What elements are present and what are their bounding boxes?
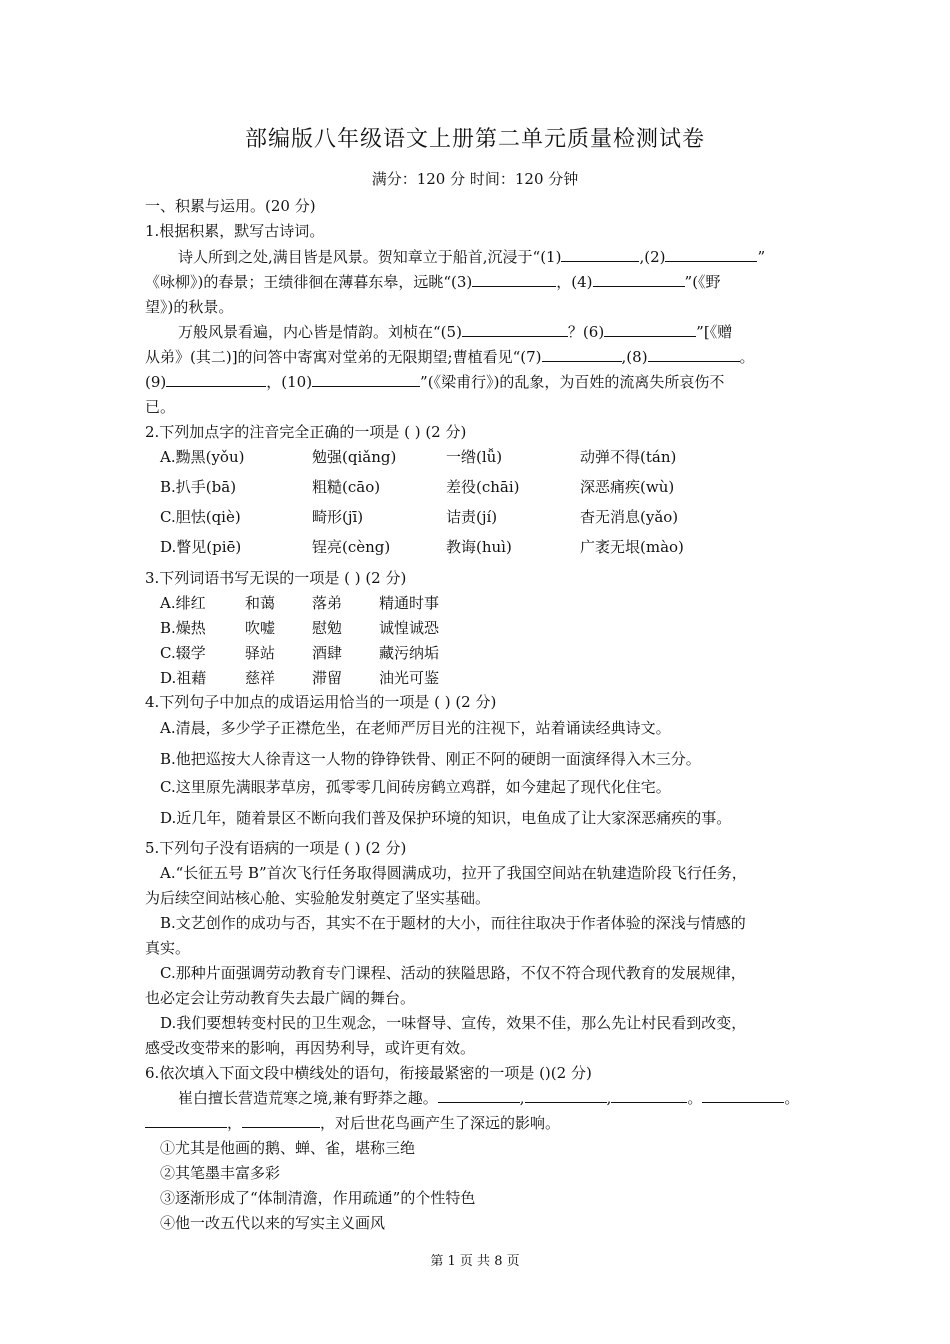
q4-stem: 4.下列句子中加点的成语运用恰当的一项是 ( ) (2 分)	[145, 693, 497, 711]
q6-blank-6[interactable]	[242, 1113, 320, 1128]
q2-c-1: C.胆怯(qiè)	[160, 508, 241, 526]
q2-a-4: 动弹不得(tán)	[580, 448, 677, 466]
q3-a-4: 精通时事	[379, 594, 440, 612]
q2-d-4: 广袤无垠(mào)	[580, 538, 684, 556]
q6-stem: 6.依次填入下面文段中横线处的语句，衔接最紧密的一项是 ()(2 分)	[145, 1064, 592, 1082]
q2-b-3: 差役(chāi)	[446, 478, 520, 496]
q3-b-3: 慰勉	[312, 619, 343, 637]
score-time-line: 满分：120 分 时间：120 分钟	[371, 170, 579, 188]
q2-b-1: B.扒手(bā)	[160, 478, 237, 496]
q5-option-d-line2: 感受改变带来的影响，再因势利导，或许更有效。	[145, 1039, 476, 1057]
blank-4[interactable]	[593, 272, 685, 287]
q2-d-3: 教诲(huì)	[446, 538, 512, 556]
q6-blank-2[interactable]	[525, 1088, 607, 1103]
q2-b-2: 粗糙(cāo)	[312, 478, 381, 496]
q1-stem: 1.根据积累，默写古诗词。	[145, 222, 325, 240]
q1-line-5: 从弟》(其二)]的问答中寄寓对堂弟的无限期望;曹植看见“(7) ,(8) 。	[145, 348, 755, 366]
q6-blank-4[interactable]	[702, 1088, 784, 1103]
q2-c-2: 畸形(jī)	[312, 508, 364, 526]
section-heading: 一、积累与运用。(20 分)	[145, 197, 316, 215]
q2-c-3: 诘责(jí)	[446, 508, 498, 526]
q1-line-1: 诗人所到之处,满目皆是风景。贺知章立于船首,沉浸于“(1) ,(2) ”	[178, 248, 766, 266]
blank-8[interactable]	[648, 347, 740, 362]
q6-passage-line2: ， ，对后世花鸟画产生了深远的影响。	[145, 1113, 560, 1133]
q2-b-4: 深恶痛疾(wù)	[580, 478, 675, 496]
q1-line-7: 已。	[145, 398, 176, 416]
q4-option-d: D.近几年，随着景区不断向我们普及保护环境的知识，电鱼成了让大家深恶痛疾的事。	[160, 809, 732, 827]
q1-line-6: (9) ，(10) ”(《梁甫行》)的乱象，为百姓的流离失所哀伤不	[145, 373, 725, 391]
q3-a-2: 和蔼	[245, 594, 276, 612]
q4-option-b: B.他把巡按大人徐青这一人物的铮铮铁骨、刚正不阿的硬朗一面演绎得入木三分。	[160, 750, 701, 768]
page-title: 部编版八年级语文上册第二单元质量检测试卷	[244, 127, 705, 152]
q6-blank-3[interactable]	[611, 1088, 687, 1103]
q2-stem: 2.下列加点字的注音完全正确的一项是 ( ) (2 分)	[145, 423, 467, 441]
q5-option-a-line2: 为后续空间站核心舱、实验舱发射奠定了坚实基础。	[145, 889, 491, 907]
q5-stem: 5.下列句子没有语病的一项是 ( ) (2 分)	[145, 839, 407, 857]
q3-b-1: B.燥热	[160, 619, 206, 637]
blank-7[interactable]	[542, 347, 622, 362]
q1-line-3: 望》)的秋景。	[145, 298, 234, 316]
q1-line-2: 《咏柳》)的春景；王绩徘徊在薄暮东皋，远眺“(3) ，(4) ”(《野	[145, 273, 721, 291]
q2-d-2: 锃亮(cèng)	[312, 538, 391, 556]
blank-6[interactable]	[604, 322, 696, 337]
q6-blank-1[interactable]	[438, 1088, 520, 1103]
q1-line-4: 万般风景看遍，内心皆是情韵。刘桢在“(5) ？(6) ”[《赠	[178, 323, 733, 341]
q3-stem: 3.下列词语书写无误的一项是 ( ) (2 分)	[145, 569, 407, 587]
q3-b-4: 诚惶诚恐	[379, 619, 440, 637]
q3-c-3: 酒肆	[312, 644, 343, 662]
q2-c-4: 杳无消息(yǎo)	[580, 508, 679, 526]
q6-item-3: ③逐渐形成了“体制清澹，作用疏通”的个性特色	[160, 1189, 476, 1207]
q3-d-4: 油光可鉴	[379, 669, 440, 687]
blank-5[interactable]	[462, 322, 568, 337]
q3-a-3: 落弟	[312, 594, 343, 612]
q3-a-1: A.绯红	[160, 594, 206, 612]
q2-d-1: D.瞥见(piē)	[160, 538, 242, 556]
page-footer: 第 1 页 共 8 页	[430, 1254, 520, 1269]
q6-item-2: ②其笔墨丰富多彩	[160, 1164, 281, 1182]
q5-option-b-line1: B.文艺创作的成功与否，其实不在于题材的大小，而往往取决于作者体验的深浅与情感的	[160, 914, 746, 932]
q4-option-c: C.这里原先满眼茅草房，孤零零几间砖房鹤立鸡群，如今建起了现代化住宅。	[160, 778, 671, 796]
q6-item-1: ①尤其是他画的鹅、蝉、雀，堪称三绝	[160, 1139, 416, 1157]
q3-d-3: 滞留	[312, 669, 343, 687]
q5-option-a-line1: A.“长征五号 B”首次飞行任务取得圆满成功，拉开了我国空间站在轨建造阶段飞行任务，	[160, 864, 747, 882]
q2-a-3: 一绺(lǚ)	[446, 448, 503, 466]
q3-c-1: C.辍学	[160, 644, 206, 662]
q6-passage-line1: 崔白擅长营造荒寒之境,兼有野莽之趣。 , , 。 。	[178, 1089, 800, 1107]
q5-option-c-line1: C.那种片面强调劳动教育专门课程、活动的狭隘思路，不仅不符合现代教育的发展规律，	[160, 964, 746, 982]
blank-3[interactable]	[472, 272, 556, 287]
q6-blank-5[interactable]	[145, 1113, 227, 1128]
q3-d-1: D.祖藉	[160, 669, 207, 687]
blank-10[interactable]	[312, 372, 420, 387]
q5-option-c-line2: 也必定会让劳动教育失去最广阔的舞台。	[145, 989, 416, 1007]
q3-c-4: 藏污纳垢	[379, 644, 440, 662]
q3-d-2: 慈祥	[245, 669, 276, 687]
q2-a-2: 勉强(qiǎng)	[312, 448, 397, 466]
blank-9[interactable]	[166, 372, 266, 387]
q3-c-2: 驿站	[245, 644, 276, 662]
q2-a-1: A.黝黑(yǒu)	[160, 448, 245, 466]
q6-item-4: ④他一改五代以来的写实主义画风	[160, 1214, 386, 1232]
blank-2[interactable]	[665, 247, 757, 262]
q4-option-a: A.清晨，多少学子正襟危坐，在老师严厉目光的注视下，站着诵读经典诗文。	[160, 719, 671, 737]
q5-option-b-line2: 真实。	[145, 939, 191, 957]
blank-1[interactable]	[561, 247, 639, 262]
q5-option-d-line1: D.我们要想转变村民的卫生观念，一味督导、宣传，效果不佳，那么先让村民看到改变，	[160, 1014, 747, 1032]
q3-b-2: 吹嘘	[245, 619, 276, 637]
